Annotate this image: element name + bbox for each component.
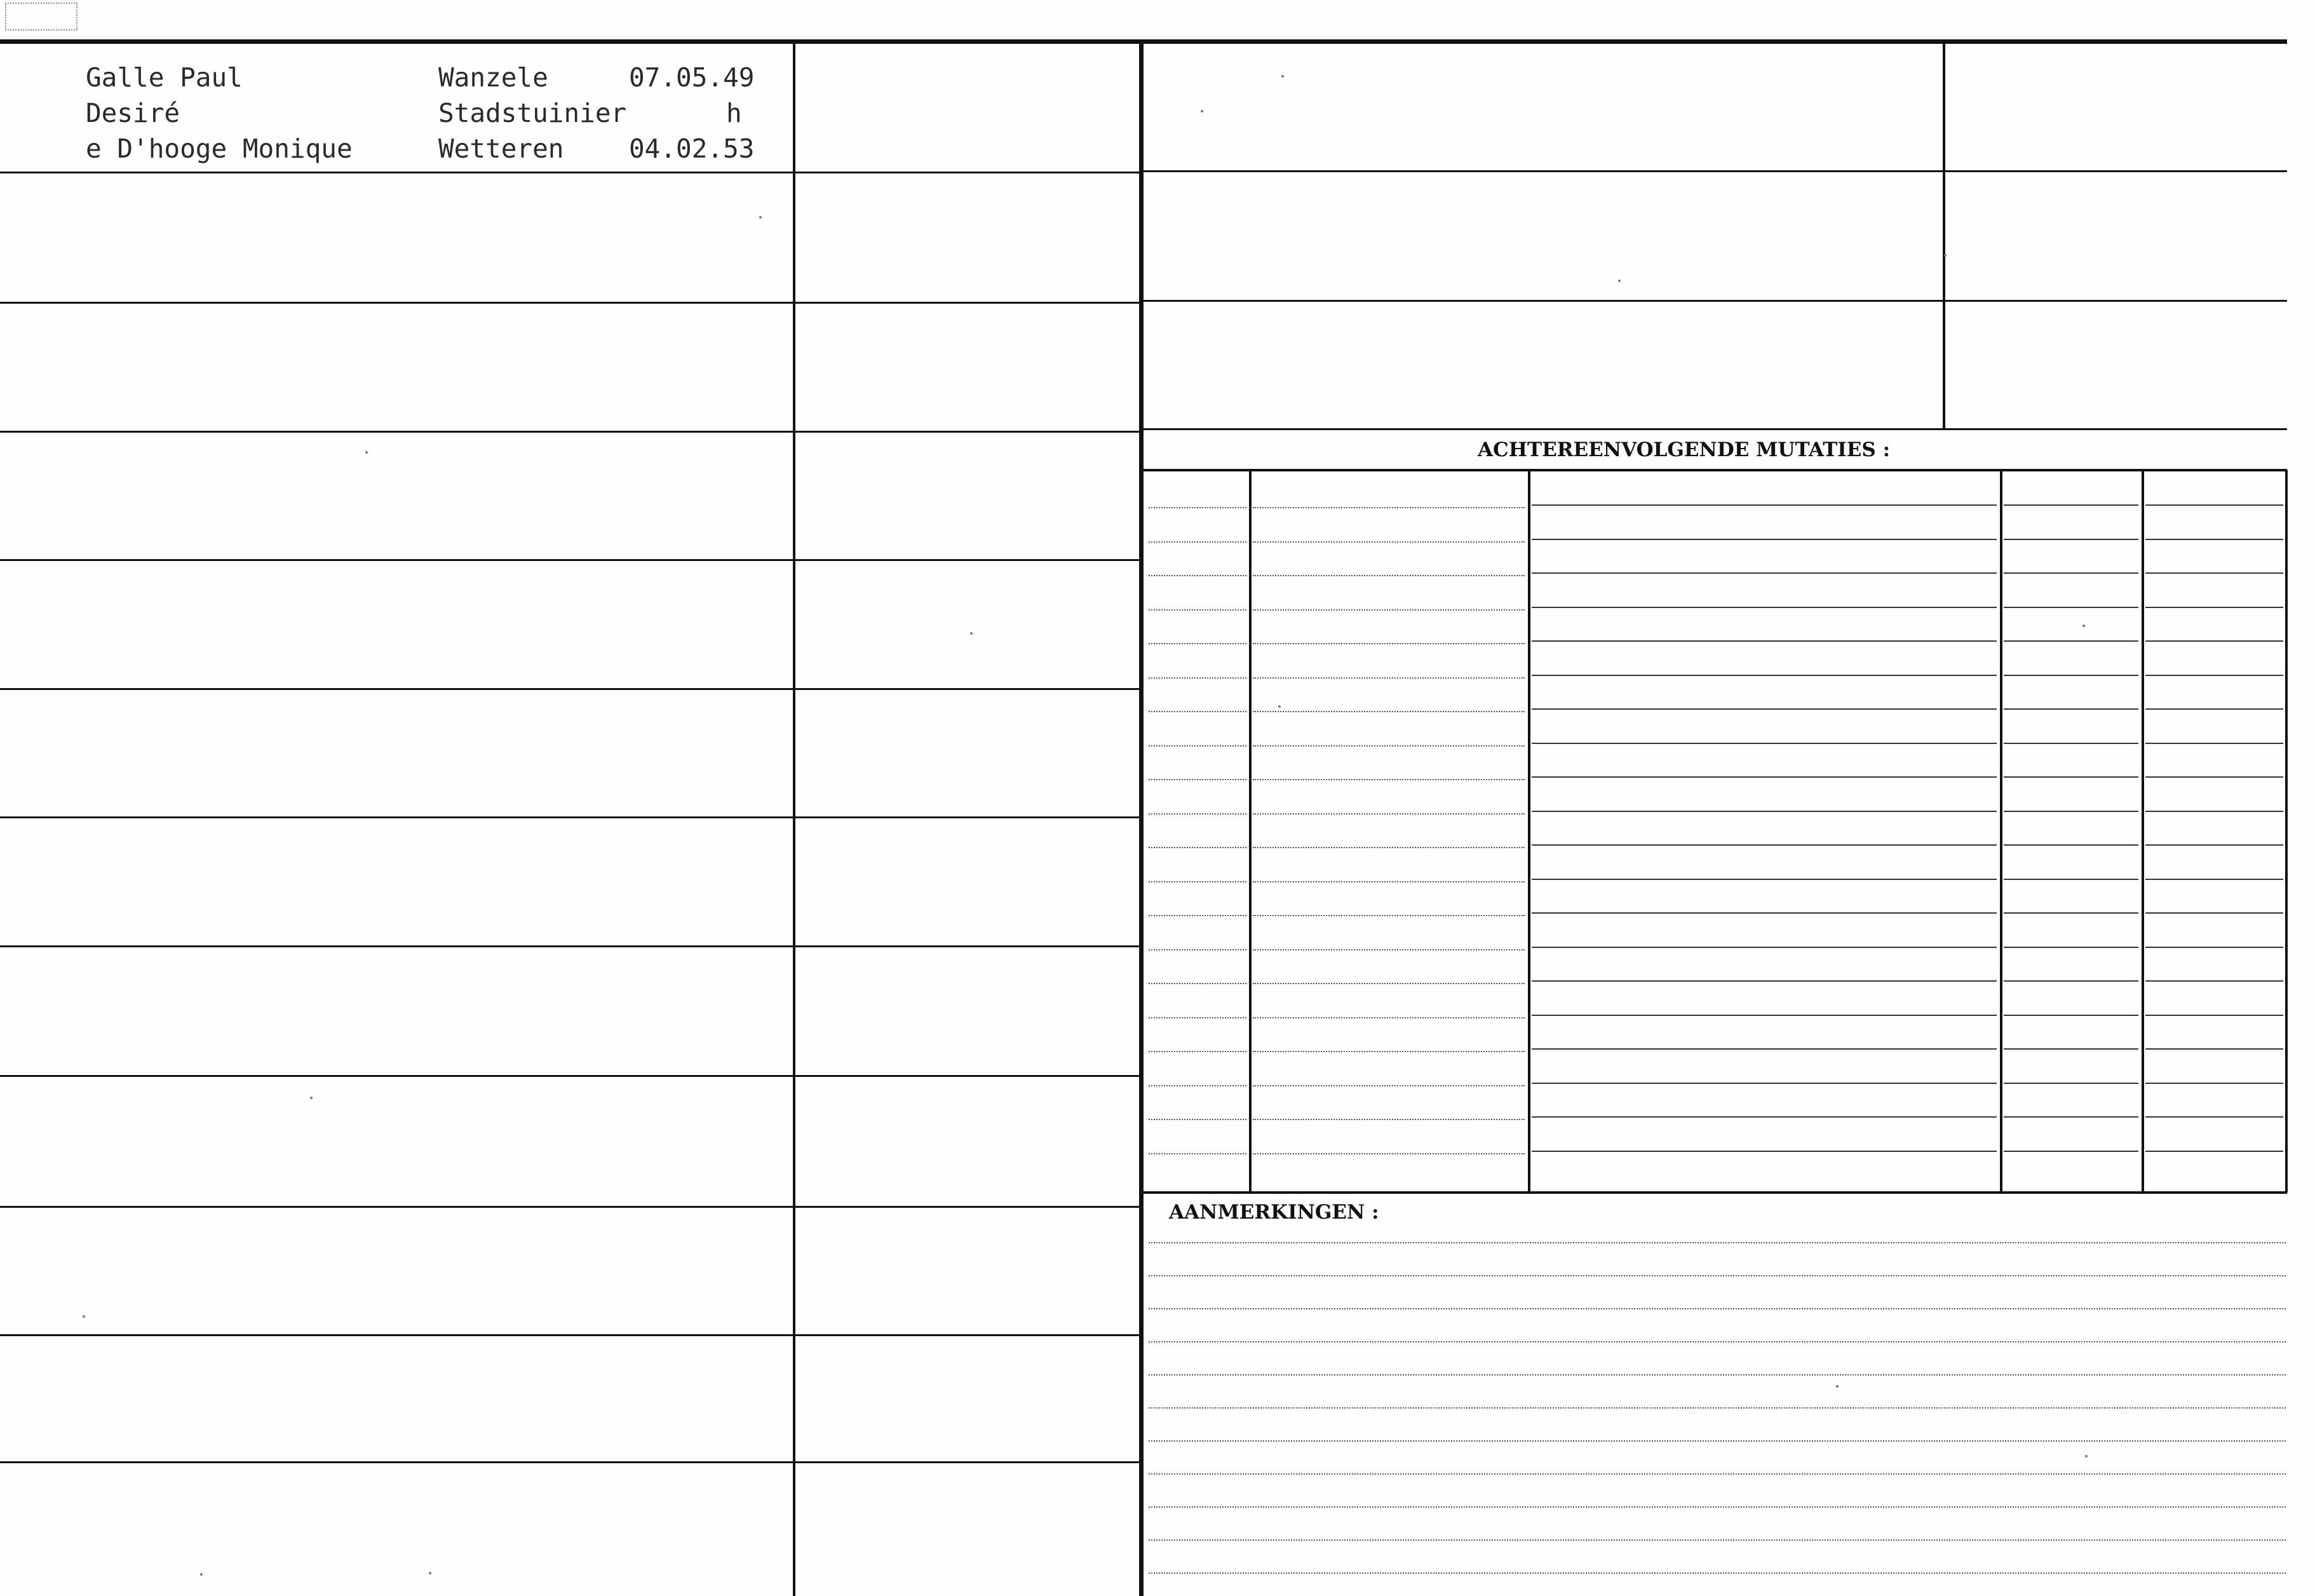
table-rule [1253,1119,1525,1120]
table-rule [2004,1015,2138,1016]
table-rule [1532,640,1997,642]
table-rule [1532,912,1997,914]
remarks-rule [1149,1341,2286,1342]
remarks-title: AANMERKINGEN : [1169,1201,1379,1224]
person-first-name: Desiré [86,98,180,128]
table-rule [2004,844,2138,846]
table-rule [1253,949,1525,950]
speck [2082,625,2085,627]
speck [2085,1455,2088,1457]
table-rule [1532,1151,1997,1152]
table-rule [1253,1153,1525,1154]
table-rule [2145,675,2283,676]
table-rule [1149,1119,1246,1120]
table-top [1144,469,2287,471]
table-rule [1149,1017,1246,1018]
remarks-rule [1149,1242,2286,1243]
table-rule [2004,1083,2138,1084]
table-rule [1253,1085,1525,1086]
table-rule [2004,572,2138,574]
row-line [0,1206,1140,1208]
table-rule [1532,980,1997,982]
table-rule [1532,743,1997,744]
table-rule [1149,541,1246,543]
birth-date: 07.05.49 [629,62,755,93]
table-rule [2145,504,2283,506]
table-rule [1532,572,1997,574]
speck [759,216,762,219]
corner-mark [5,3,78,30]
table-column-line [2000,470,2002,1193]
table-rule [1149,643,1246,644]
birth-place: Wanzele [438,62,548,93]
table-rule [1253,915,1525,916]
speck [429,1572,431,1574]
table-rule [1532,504,1997,506]
table-rule [1149,609,1246,611]
table-rule [2004,776,2138,778]
table-rule [1532,844,1997,846]
table-rule [1253,575,1525,576]
table-rule [1253,507,1525,508]
speck [1278,705,1281,708]
table-bottom [1144,1191,2287,1194]
table-rule [2004,879,2138,880]
remarks-rule [1149,1374,2286,1376]
remarks-rule [1149,1308,2286,1309]
column-divider-1 [793,42,795,1596]
table-rule [2145,743,2283,744]
spouse-place: Wetteren [438,133,564,164]
table-rule [2004,947,2138,948]
table-rule [1149,983,1246,984]
occupation: Stadstuinier [438,98,627,128]
table-rule [2145,1048,2283,1050]
table-rule [1253,643,1525,644]
table-rule [1532,708,1997,710]
table-column-line [2142,470,2144,1193]
table-rule [2004,811,2138,812]
row-line [0,1334,1140,1336]
table-rule [2004,607,2138,608]
table-rule [2004,539,2138,540]
table-rule [2145,947,2283,948]
table-rule [2145,708,2283,710]
remarks-rule [1149,1506,2286,1508]
row-line [1144,170,2287,172]
remarks-rule [1149,1275,2286,1276]
table-rule [2145,607,2283,608]
speck [83,1315,85,1318]
table-rule [2145,811,2283,812]
table-rule [1149,677,1246,679]
table-rule [1532,776,1997,778]
table-rule [1149,575,1246,576]
table-rule [2145,1083,2283,1084]
table-rule [2145,1151,2283,1152]
remarks-rule [1149,1473,2286,1475]
person-name: Galle Paul [86,62,243,93]
row-line [0,431,1140,433]
table-rule [1253,541,1525,543]
table-rule [2145,912,2283,914]
table-rule [2004,912,2138,914]
table-rule [1149,1153,1246,1154]
table-rule [1253,813,1525,815]
table-rule [1532,1015,1997,1016]
table-rule [1253,1051,1525,1052]
table-rule [1149,915,1246,916]
table-column-line [1528,470,1530,1193]
table-rule [1149,1085,1246,1086]
table-rule [2145,879,2283,880]
table-rule [2004,640,2138,642]
table-rule [2145,572,2283,574]
table-rule [1253,711,1525,712]
table-rule [2145,640,2283,642]
table-rule [2004,1116,2138,1118]
remarks-rule [1149,1572,2286,1574]
speck [1201,110,1203,112]
speck [200,1573,203,1576]
section-line [1144,428,2287,430]
column-divider-main [1139,42,1144,1596]
status-mark: h [726,98,742,128]
table-rule [2145,539,2283,540]
table-rule [1253,745,1525,747]
table-rule [1532,1116,1997,1118]
table-rule [1253,1017,1525,1018]
speck [1944,254,1947,257]
table-rule [1149,1051,1246,1052]
spouse-name: e D'hooge Monique [86,133,353,164]
table-rule [2004,675,2138,676]
table-rule [1149,813,1246,815]
table-rule [1149,847,1246,848]
table-rule [1532,947,1997,948]
table-rule [1532,539,1997,540]
speck [1281,75,1284,78]
speck [970,632,973,635]
table-column-line [2285,470,2288,1193]
table-rule [1532,607,1997,608]
table-rule [1253,983,1525,984]
table-rule [2145,844,2283,846]
row-line [0,172,1140,173]
row-line [0,816,1140,818]
row-line [0,302,1140,304]
row-line [0,1075,1140,1077]
speck [310,1097,313,1099]
mutations-title: ACHTEREENVOLGENDE MUTATIES : [1478,438,1891,461]
table-column-line [1249,470,1252,1193]
row-line [0,688,1140,690]
table-rule [1532,675,1997,676]
table-rule [2004,708,2138,710]
table-rule [2145,1116,2283,1118]
speck [365,451,368,454]
table-rule [2004,980,2138,982]
row-line [0,1461,1140,1463]
row-line [0,559,1140,561]
table-rule [1532,811,1997,812]
table-rule [2145,776,2283,778]
remarks-rule [1149,1539,2286,1541]
row-line [0,945,1140,947]
table-rule [1149,881,1246,883]
remarks-rule [1149,1407,2286,1409]
table-rule [2004,1151,2138,1152]
remarks-rule [1149,1440,2286,1442]
table-rule [2145,980,2283,982]
table-rule [1253,847,1525,848]
table-rule [2004,1048,2138,1050]
column-divider-right [1943,42,1945,428]
table-rule [1149,507,1246,508]
table-rule [2004,504,2138,506]
table-rule [1149,711,1246,712]
row-line [1144,300,2287,302]
table-rule [1532,1083,1997,1084]
table-rule [2145,1015,2283,1016]
table-rule [1149,779,1246,780]
table-rule [1253,609,1525,611]
speck [1836,1385,1839,1388]
table-rule [1149,949,1246,950]
table-rule [1149,745,1246,747]
table-rule [1253,779,1525,780]
spouse-date: 04.02.53 [629,133,755,164]
table-rule [1253,677,1525,679]
table-rule [1532,879,1997,880]
table-rule [1253,881,1525,883]
table-rule [1532,1048,1997,1050]
speck [1618,280,1621,282]
table-rule [2004,743,2138,744]
